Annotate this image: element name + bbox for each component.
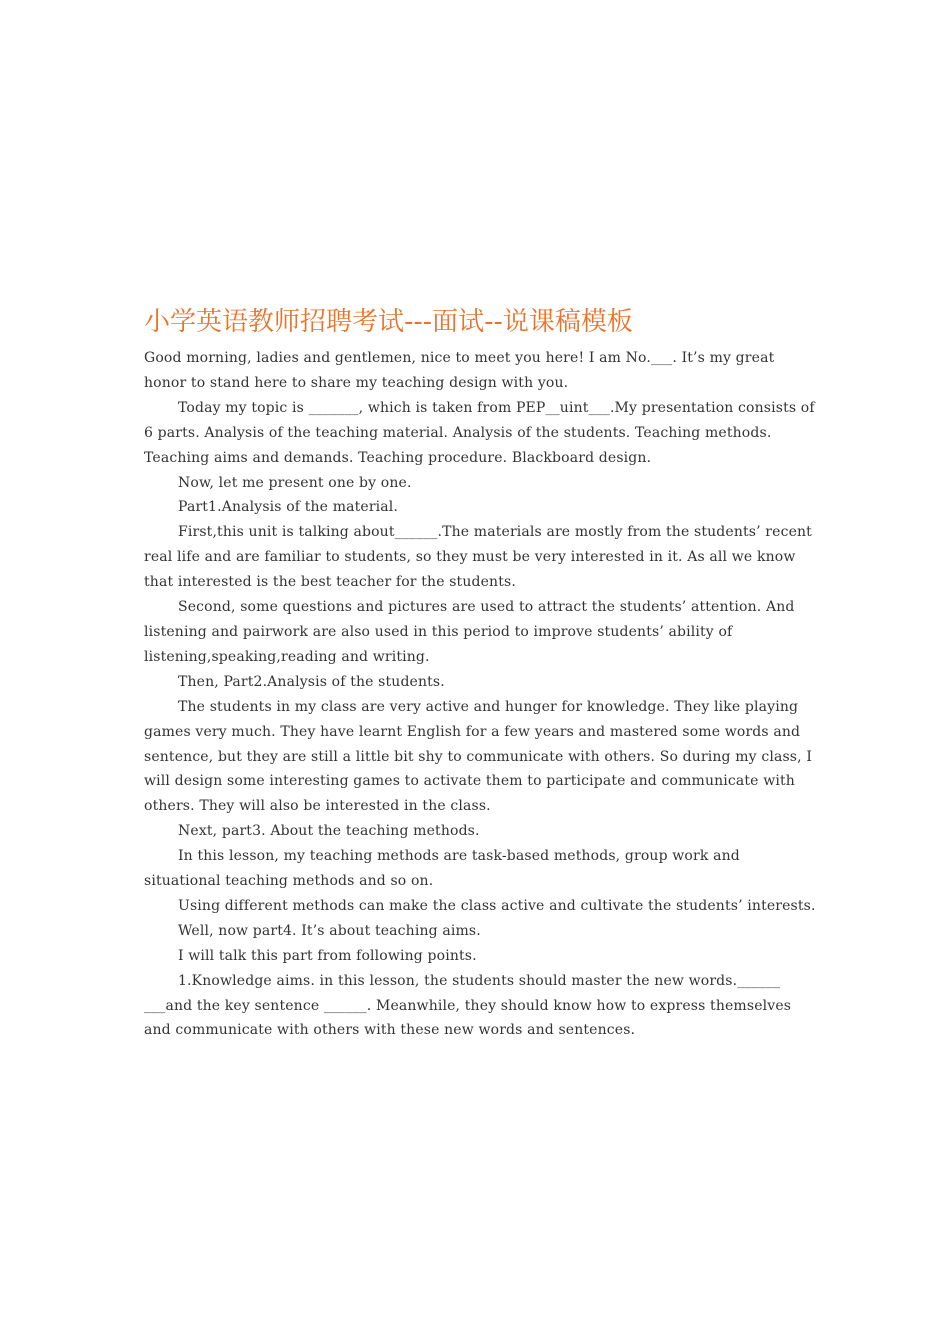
paragraph-greeting: Good morning, ladies and gentlemen, nice to meet you here! I am No.___. It’s my great honor to stand here to share my teaching design with you. <box>144 350 775 391</box>
paragraph-knowledge-aims: 1.Knowledge aims. in this lesson, the students should master the new words.______ ___and the key sentence ______. Meanwhile, they should know how to express themselves and communicate with others with these new words and sentences. <box>144 972 792 1039</box>
paragraph-part1-heading: Part1.Analysis of the material. <box>178 499 399 516</box>
paragraph-part2-heading: Then, Part2.Analysis of the students. <box>178 673 445 690</box>
document-page <box>144 300 816 1043</box>
paragraph-part3-heading: Next, part3. About the teaching methods. <box>178 823 480 840</box>
paragraph-transition: Now, let me present one by one. <box>178 474 412 491</box>
paragraph-part1-first: First,this unit is talking about______.The materials are mostly from the students’ recent real life and are familiar to students, so they must be very interested in it. As all we know that interested is the best teacher for the students. <box>144 524 812 591</box>
paragraph-part2-body: The students in my class are very active and hunger for knowledge. They like playing games very much. They have learnt English for a few years and mastered some words and sentence, but they are still a little bit shy to communicate with others. So during my class, I will design some interesting games to activate them to participate and communicate with others. They will also be interested in the class. <box>144 698 813 815</box>
paragraph-part3-methods: In this lesson, my teaching methods are task-based methods, group work and situational teaching methods and so on. <box>144 848 740 890</box>
paragraph-part1-second: Second, some questions and pictures are used to attract the students’ attention. And listening and pairwork are also used in this period to improve students’ ability of listening,speaking,reading and writing. <box>144 599 795 665</box>
paragraph-part4-intro: I will talk this part from following points. <box>178 947 477 964</box>
document-title: 小学英语教师招聘考试---面试--说课稿模板 <box>144 307 633 337</box>
paragraph-part3-benefit: Using different methods can make the class active and cultivate the students’ interests. <box>178 897 816 914</box>
paragraph-topic: Today my topic is _______, which is taken from PEP__uint___.My presentation consists of 6 parts. Analysis of the teaching material. Analysis of the students. Teaching methods. Teaching aims and demands. Teaching procedure. Blackboard design. <box>144 399 815 466</box>
paragraph-part4-heading: Well, now part4. It’s about teaching aims. <box>178 922 481 939</box>
